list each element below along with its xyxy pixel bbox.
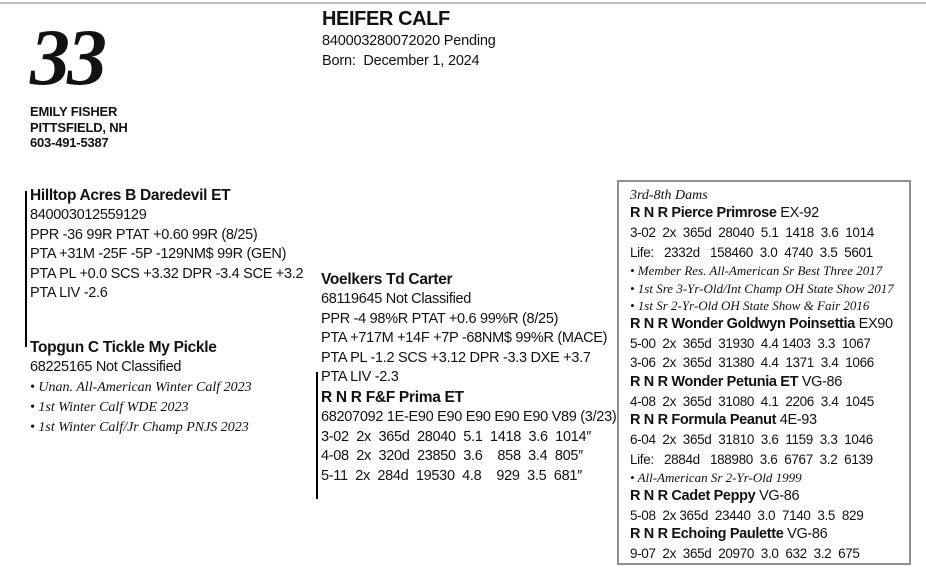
lactation-record: 9-07 2x 365d 20970 3.0 632 3.2 675: [630, 546, 860, 561]
consignor-block: [30, 104, 128, 151]
dam-award: • All-American Sr 2-Yr-Old 1999: [630, 470, 802, 485]
dam-registration: 68225165 Not Classified: [30, 359, 182, 375]
dam-entry-name-text: R N R Cadet Peppy: [630, 487, 756, 504]
dam-entry-name: [630, 525, 905, 544]
lactation-record: 3-06 2x 365d 31380 4.4 1371 3.4 1066: [630, 355, 874, 370]
grandsire-data-line: PTA LIV -2.3: [321, 369, 399, 386]
second-dam-registration: 68207092 1E-E90 E90 E90 E90 E90 V89 (3/23): [321, 408, 617, 425]
grandsire-registration: 68119645 Not Classified: [321, 291, 472, 307]
dam-entry-name-text: R N R Echoing Paulette: [630, 526, 784, 542]
lactation-record: 5-00 2x 365d 31930 4.4 1403 3.3 1067: [630, 335, 871, 351]
dams-box: [617, 180, 911, 565]
dam-entry-name: [630, 204, 905, 223]
lactation-record: 3-02 2x 365d 28040 5.1 1418 3.6 1014″: [321, 428, 592, 445]
animal-title: HEIFER CALF: [322, 8, 450, 30]
lactation-record: 6-04 2x 365d 31810 3.6 1159 3.3 1046: [630, 432, 873, 447]
dam-entry: [630, 315, 905, 373]
dam-entry-name: [630, 487, 905, 506]
dams-box-title: 3rd-8th Dams: [630, 188, 708, 203]
animal-birthdate: Born: December 1, 2024: [322, 53, 480, 69]
dam-entry-name-text: R N R Pierce Primrose: [630, 205, 777, 221]
lot-block: [30, 14, 128, 151]
second-dam-name: R N R F&F Prima ET: [321, 388, 464, 406]
dam-entry-name: [630, 315, 905, 334]
dam-entry-score: VG-86: [801, 373, 842, 390]
sire-data-line: PTA +31M -25F -5P -129NM$ 99R (GEN): [30, 246, 287, 263]
lot-number: 33: [30, 14, 104, 102]
lactation-record: 5-11 2x 284d 19530 4.8 929 3.5 681″: [321, 467, 582, 484]
dam-entry: [630, 525, 905, 564]
dam-award: • Unan. All-American Winter Calf 2023: [30, 379, 252, 395]
top-rule: [0, 2, 926, 4]
dam-entry-name-text: R N R Wonder Goldwyn Poinsettia: [630, 315, 855, 332]
pedigree-bracket-sire: [25, 191, 27, 347]
maternal-line-block: [321, 270, 616, 486]
animal-header: [322, 8, 496, 70]
dam-entry-name-text: R N R Formula Peanut: [630, 412, 777, 428]
dam-entry-score: 4E-93: [779, 412, 817, 428]
dam-award: • 1st Winter Calf WDE 2023: [30, 399, 189, 415]
sire-data-line: PTA PL +0.0 SCS +3.32 DPR -3.4 SCE +3.2: [30, 265, 304, 282]
consignor-phone: 603-491-5387: [30, 135, 109, 150]
lactation-record: 4-08 2x 320d 23850 3.6 858 3.4 805″: [321, 448, 584, 465]
grandsire-data-line: PTA PL -1.2 SCS +3.12 DPR -3.3 DXE +3.7: [321, 349, 591, 366]
dam-entry: [630, 204, 905, 315]
sire-data-line: PTA LIV -2.6: [30, 285, 108, 302]
dam-entry-score: VG-86: [787, 526, 828, 542]
dam-block: [30, 338, 322, 438]
sire-name: Hilltop Acres B Daredevil ET: [30, 187, 231, 204]
dam-award: • 1st Sr 2-Yr-Old OH State Show & Fair 2016: [630, 298, 870, 313]
grandsire-name: Voelkers Td Carter: [321, 271, 453, 288]
lactation-record: 5-08 2x 365d 23440 3.0 7140 3.5 829: [630, 507, 864, 523]
lactation-record: Life: 2884d 188980 3.6 6767 3.2 6139: [630, 451, 873, 467]
dam-entry-name: [630, 411, 905, 430]
consignor-location: PITTSFIELD, NH: [30, 119, 128, 135]
consignor-name: EMILY FISHER: [30, 104, 118, 119]
dam-entry-name: [630, 373, 905, 392]
sire-data-line: PPR -36 99R PTAT +0.60 99R (8/25): [30, 226, 258, 243]
dam-award: • 1st Sre 3-Yr-Old/Int Champ OH State Show 2017: [630, 280, 894, 296]
grandsire-data-line: PPR -4 98%R PTAT +0.6 99%R (8/25): [321, 310, 559, 327]
lactation-record: Life: 2332d 158460 3.0 4740 3.5 5601: [630, 244, 873, 260]
dam-entry-score: VG-86: [759, 487, 800, 504]
grandsire-data-line: PTA +717M +14F +7P -68NM$ 99%R (MACE): [321, 330, 608, 347]
dam-entry: [630, 487, 905, 526]
dam-entry-name-text: R N R Wonder Petunia ET: [630, 373, 799, 390]
sire-registration: 840003012559129: [30, 207, 147, 223]
dam-entry: [630, 373, 905, 412]
animal-registration: 840003280072020 Pending: [322, 33, 496, 49]
lactation-record: 3-02 2x 365d 28040 5.1 1418 3.6 1014: [630, 225, 874, 240]
dam-name: Topgun C Tickle My Pickle: [30, 339, 217, 356]
dam-entry-score: EX90: [858, 315, 893, 332]
dam-award: • Member Res. All-American Sr Best Three 2017: [630, 263, 883, 278]
lactation-record: 4-08 2x 365d 31080 4.1 2206 3.4 1045: [630, 393, 874, 409]
dam-entry: [630, 411, 905, 487]
dam-award: • 1st Winter Calf/Jr Champ PNJS 2023: [30, 419, 249, 435]
dam-entry-score: EX-92: [780, 205, 819, 221]
sire-block: [30, 186, 322, 304]
